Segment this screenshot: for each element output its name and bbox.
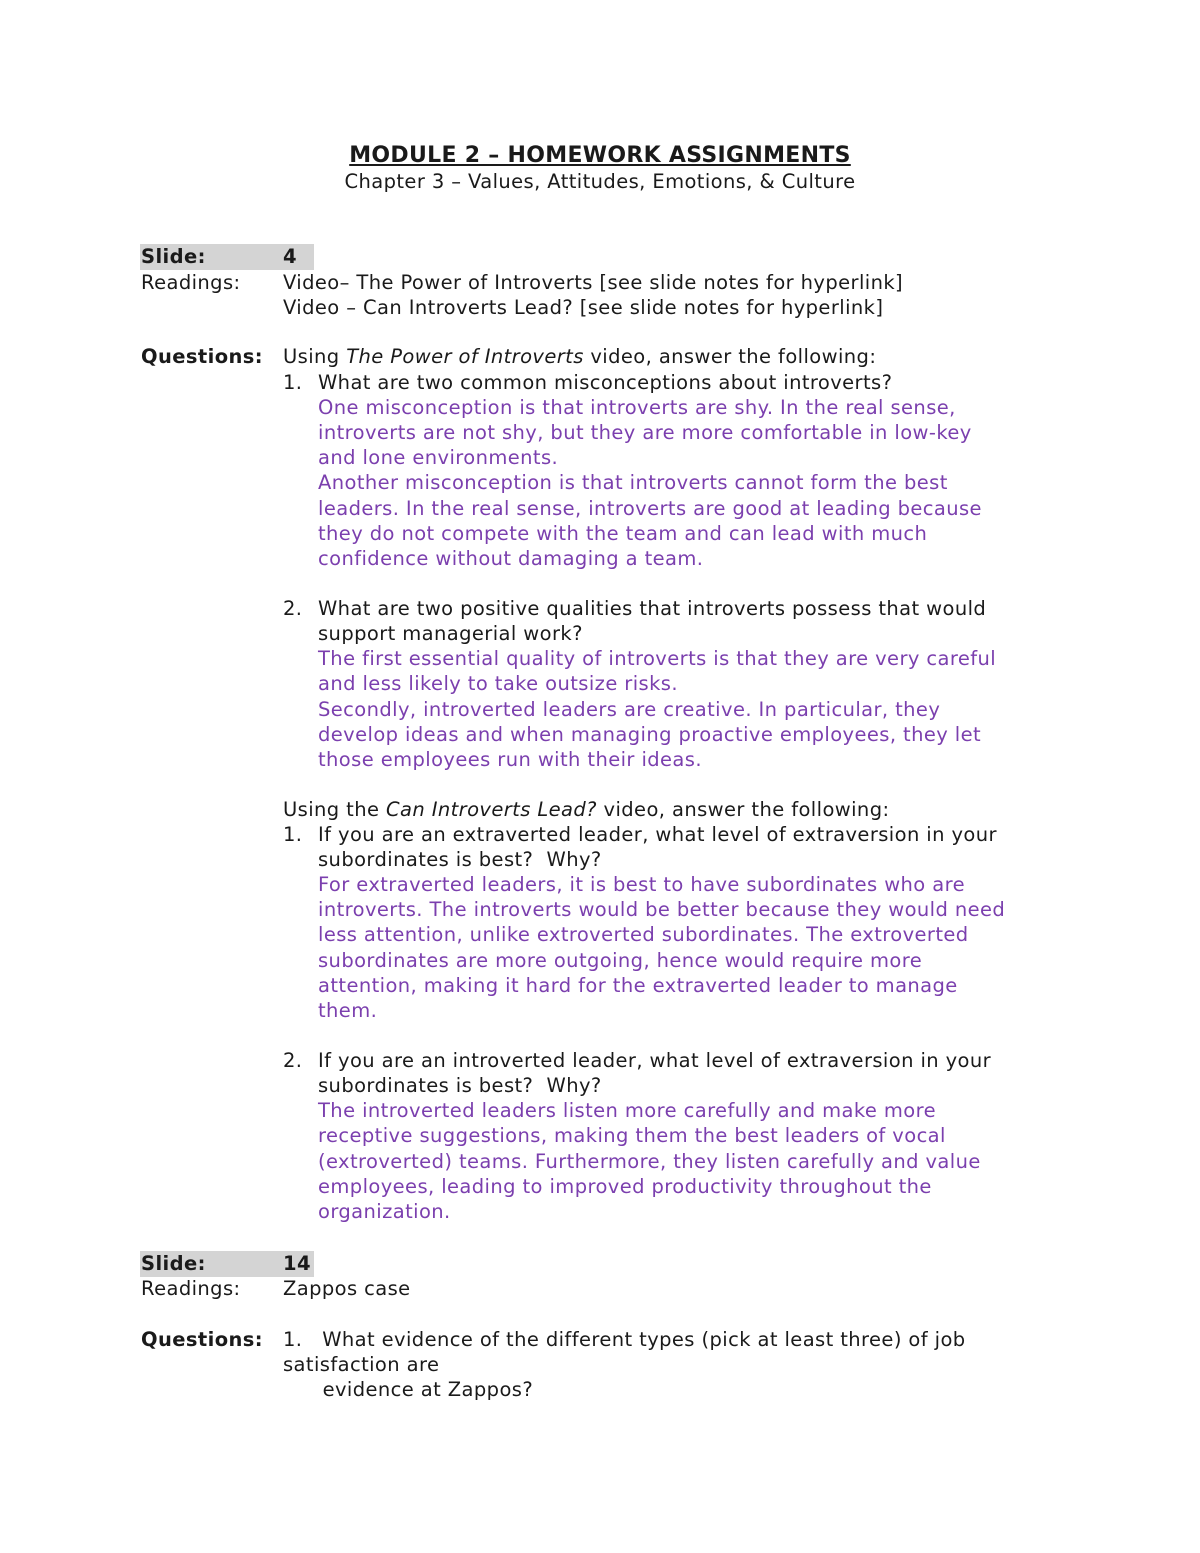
- answer-line: Secondly, introverted leaders are creative. In particular, they: [318, 698, 941, 721]
- answer-line: Another misconception is that introverts cannot form the best: [318, 471, 948, 494]
- answer-line: leaders. In the real sense, introverts are good at leading because: [318, 497, 982, 520]
- question-intro: Using the Can Introverts Lead? video, answer the following:: [283, 798, 890, 821]
- page-title: MODULE 2 – HOMEWORK ASSIGNMENTS: [349, 143, 851, 168]
- answer-line: employees, leading to improved productivity throughout the: [318, 1175, 932, 1198]
- answer-line: subordinates are more outgoing, hence would require more: [318, 949, 923, 972]
- answer-line: attention, making it hard for the extraverted leader to manage: [318, 974, 958, 997]
- answer-line: The introverted leaders listen more carefully and make more: [318, 1099, 936, 1122]
- question-number: 2.: [283, 1049, 303, 1072]
- question-text: satisfaction are: [283, 1353, 440, 1376]
- questions-label: Questions:: [141, 345, 263, 368]
- slide-label: Slide:: [141, 245, 206, 268]
- answer-line: introverts are not shy, but they are more comfortable in low-key: [318, 421, 972, 444]
- reading-item: Zappos case: [283, 1277, 411, 1300]
- question-text: If you are an introverted leader, what level of extraversion in your: [318, 1049, 992, 1072]
- slide-label: Slide:: [141, 1252, 206, 1275]
- question-text: What are two common misconceptions about introverts?: [318, 371, 893, 394]
- answer-line: receptive suggestions, making them the best leaders of vocal: [318, 1124, 946, 1147]
- question-text: 1. What evidence of the different types (pick at least three) of job: [283, 1328, 966, 1351]
- answer-line: those employees run with their ideas.: [318, 748, 702, 771]
- question-intro: Using The Power of Introverts video, answer the following:: [283, 345, 877, 368]
- answer-line: For extraverted leaders, it is best to have subordinates who are: [318, 873, 965, 896]
- answer-line: develop ideas and when managing proactive employees, they let: [318, 723, 982, 746]
- question-text: evidence at Zappos?: [283, 1378, 534, 1401]
- answer-line: One misconception is that introverts are shy. In the real sense,: [318, 396, 956, 419]
- questions-label: Questions:: [141, 1328, 263, 1351]
- answer-line: they do not compete with the team and can lead with much: [318, 522, 928, 545]
- answer-line: confidence without damaging a team.: [318, 547, 704, 570]
- answer-line: introverts. The introverts would be better because they would need: [318, 898, 1006, 921]
- answer-line: The first essential quality of introverts is that they are very careful: [318, 647, 997, 670]
- reading-item: Video– The Power of Introverts [see slide notes for hyperlink]: [283, 271, 904, 294]
- question-text: subordinates is best? Why?: [318, 848, 602, 871]
- question-number: 1.: [283, 371, 303, 394]
- answer-line: organization.: [318, 1200, 451, 1223]
- question-text: If you are an extraverted leader, what level of extraversion in your: [318, 823, 997, 846]
- readings-label: Readings:: [141, 271, 241, 294]
- question-number: 1.: [283, 823, 303, 846]
- slide-number: 4: [283, 245, 297, 268]
- question-text: support managerial work?: [318, 622, 583, 645]
- answer-line: and lone environments.: [318, 446, 559, 469]
- question-text: subordinates is best? Why?: [318, 1074, 602, 1097]
- answer-line: less attention, unlike extroverted subordinates. The extroverted: [318, 923, 969, 946]
- page-subtitle: Chapter 3 – Values, Attitudes, Emotions, & Culture: [344, 170, 856, 193]
- answer-line: and less likely to take outsize risks.: [318, 672, 678, 695]
- question-number: 2.: [283, 597, 303, 620]
- readings-label: Readings:: [141, 1277, 241, 1300]
- question-text: What are two positive qualities that introverts possess that would: [318, 597, 987, 620]
- reading-item: Video – Can Introverts Lead? [see slide notes for hyperlink]: [283, 296, 884, 319]
- answer-line: (extroverted) teams. Furthermore, they listen carefully and value: [318, 1150, 981, 1173]
- answer-line: them.: [318, 999, 378, 1022]
- slide-number: 14: [283, 1252, 311, 1275]
